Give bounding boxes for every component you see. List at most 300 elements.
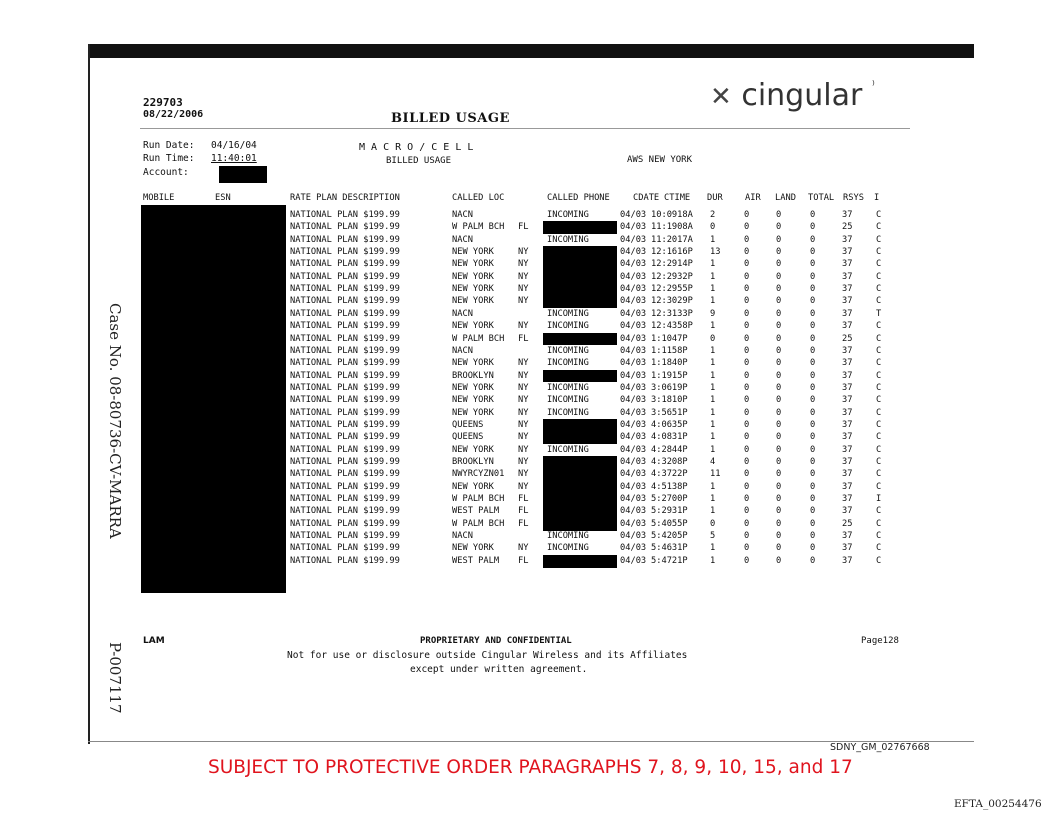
dur-cell: 1 [710,419,716,430]
dur-cell: 1 [710,543,716,554]
air-cell: 0 [744,296,750,307]
total-cell: 0 [810,222,816,233]
dur-cell: 5 [710,531,716,542]
total-cell: 0 [810,432,816,443]
rate-plan-cell: NATIONAL PLAN $199.99 [290,259,400,270]
rate-plan-cell: NATIONAL PLAN $199.99 [290,506,400,517]
footer-line-2: except under written agreement. [410,664,588,675]
ctime-cell: 10:0918A [651,210,693,220]
ctime-cell: 3:5651P [651,407,688,418]
account-redaction [219,166,267,183]
ctime-cell: 4:0831P [651,432,688,443]
called-phone-cell: INCOMING [547,382,589,393]
cdate-cell: 04/03 [620,444,647,455]
i-cell: C [876,234,882,245]
footer-title: PROPRIETARY AND CONFIDENTIAL [420,636,572,646]
rsys-cell: 37 [842,531,853,542]
rate-plan-cell: NATIONAL PLAN $199.99 [290,308,400,319]
rsys-cell: 37 [842,457,853,467]
rsys-cell: 37 [842,469,853,480]
ctime-cell: 4:3208P [651,457,688,467]
ctime-cell: 5:2931P [651,506,688,517]
i-cell: C [876,271,882,282]
total-cell: 0 [810,481,816,492]
table-row [0,321,1060,333]
total-cell: 0 [810,358,816,369]
run-time-label: Run Time: [143,153,195,164]
rsys-cell: 37 [842,444,853,455]
air-cell: 0 [744,259,750,270]
land-cell: 0 [776,284,782,295]
cdate-cell: 04/03 [620,543,647,554]
land-cell: 0 [776,518,782,529]
table-row [0,445,1060,457]
called-loc-cell: QUEENS [452,432,484,443]
total-cell: 0 [810,333,816,344]
state-cell: NY [518,358,529,369]
document-date: 08/22/2006 [143,109,204,120]
air-cell: 0 [744,333,750,344]
dur-cell: 1 [710,494,716,505]
rate-plan-cell: NATIONAL PLAN $199.99 [290,555,400,566]
air-cell: 0 [744,395,750,406]
dur-cell: 1 [710,555,716,566]
called-phone-redaction [543,333,617,346]
rate-plan-cell: NATIONAL PLAN $199.99 [290,407,400,418]
state-cell: FL [518,494,529,505]
land-cell: 0 [776,469,782,480]
run-date-label: Run Date: [143,140,195,151]
land-cell: 0 [776,419,782,430]
dur-cell: 1 [710,284,716,295]
cdate-cell: 04/03 [620,518,647,529]
ctime-cell: 1:1047P [651,333,688,344]
i-cell: C [876,419,882,430]
table-row [0,296,1060,308]
rsys-cell: 37 [842,419,853,430]
dur-cell: 1 [710,432,716,443]
ctime-cell: 1:1915P [651,370,688,381]
dur-cell: 1 [710,234,716,245]
table-row [0,259,1060,271]
air-cell: 0 [744,345,750,356]
land-cell: 0 [776,234,782,245]
ctime-cell: 12:2932P [651,271,693,282]
rate-plan-cell: NATIONAL PLAN $199.99 [290,247,400,258]
table-row [0,235,1060,247]
called-phone-cell: INCOMING [547,234,589,245]
called-phone-redaction [543,468,617,481]
col-total: TOTAL [808,193,835,203]
total-cell: 0 [810,271,816,282]
dur-cell: 0 [710,222,716,233]
total-cell: 0 [810,284,816,295]
ctime-cell: 4:2844P [651,444,688,455]
cdate-cell: 04/03 [620,271,647,282]
called-loc-cell: NEW YORK [452,358,494,369]
state-cell: FL [518,506,529,517]
total-cell: 0 [810,531,816,542]
land-cell: 0 [776,271,782,282]
page-title: BILLED USAGE [391,111,510,126]
dur-cell: 1 [710,382,716,393]
rsys-cell: 37 [842,247,853,258]
rate-plan-cell: NATIONAL PLAN $199.99 [290,271,400,282]
land-cell: 0 [776,506,782,517]
total-cell: 0 [810,444,816,455]
air-cell: 0 [744,543,750,554]
state-cell: NY [518,419,529,430]
called-loc-cell: W PALM BCH [452,333,505,344]
logo-mark-icon: ⁾ [871,78,875,92]
table-row [0,383,1060,395]
total-cell: 0 [810,494,816,505]
table-row [0,432,1060,444]
rate-plan-cell: NATIONAL PLAN $199.99 [290,444,400,455]
i-cell: C [876,247,882,258]
called-phone-redaction [543,419,617,432]
table-row [0,309,1060,321]
cdate-cell: 04/03 [620,333,647,344]
rate-plan-cell: NATIONAL PLAN $199.99 [290,518,400,529]
cdate-cell: 04/03 [620,358,647,369]
rsys-cell: 37 [842,234,853,245]
table-row [0,284,1060,296]
called-loc-cell: NEW YORK [452,543,494,554]
ctime-cell: 1:1840P [651,358,688,369]
i-cell: C [876,345,882,356]
i-cell: C [876,259,882,270]
rate-plan-cell: NATIONAL PLAN $199.99 [290,395,400,406]
called-phone-redaction [543,295,617,308]
dur-cell: 2 [710,210,716,220]
cdate-cell: 04/03 [620,345,647,356]
ctime-cell: 12:2914P [651,259,693,270]
i-cell: C [876,370,882,381]
dur-cell: 1 [710,296,716,307]
i-cell: C [876,531,882,542]
col-dur: DUR [707,193,723,203]
dur-cell: 1 [710,481,716,492]
dur-cell: 11 [710,469,721,480]
called-phone-redaction [543,283,617,296]
called-phone-cell: INCOMING [547,210,589,220]
called-loc-cell: NEW YORK [452,382,494,393]
total-cell: 0 [810,259,816,270]
table-row [0,358,1060,370]
dur-cell: 9 [710,308,716,319]
dur-cell: 4 [710,457,716,467]
rsys-cell: 37 [842,395,853,406]
called-phone-redaction [543,221,617,234]
ctime-cell: 12:1616P [651,247,693,258]
cdate-cell: 04/03 [620,222,647,233]
called-phone-redaction [543,505,617,518]
col-called-loc: CALLED LOC [452,193,505,203]
col-cdate: CDATE [633,193,660,203]
i-cell: C [876,518,882,529]
state-cell: NY [518,382,529,393]
i-cell: C [876,469,882,480]
scan-top-border [88,44,974,58]
total-cell: 0 [810,506,816,517]
cdate-cell: 04/03 [620,259,647,270]
land-cell: 0 [776,247,782,258]
called-loc-cell: NEW YORK [452,259,494,270]
air-cell: 0 [744,321,750,332]
rsys-cell: 37 [842,296,853,307]
i-cell: C [876,506,882,517]
called-loc-cell: NEW YORK [452,321,494,332]
cdate-cell: 04/03 [620,284,647,295]
cdate-cell: 04/03 [620,506,647,517]
air-cell: 0 [744,432,750,443]
rate-plan-cell: NATIONAL PLAN $199.99 [290,432,400,443]
dur-cell: 1 [710,271,716,282]
cdate-cell: 04/03 [620,308,647,319]
cdate-cell: 04/03 [620,407,647,418]
col-rsys: RSYS [843,193,864,203]
air-cell: 0 [744,271,750,282]
total-cell: 0 [810,370,816,381]
called-phone-cell: INCOMING [547,345,589,356]
market-name: AWS NEW YORK [627,155,693,165]
col-i: I [874,193,880,203]
land-cell: 0 [776,432,782,443]
dur-cell: 13 [710,247,721,258]
rate-plan-cell: NATIONAL PLAN $199.99 [290,210,400,220]
i-cell: C [876,321,882,332]
called-phone-cell: INCOMING [547,531,589,542]
cdate-cell: 04/03 [620,432,647,443]
dur-cell: 1 [710,395,716,406]
account-label: Account: [143,167,189,178]
air-cell: 0 [744,407,750,418]
rate-plan-cell: NATIONAL PLAN $199.99 [290,543,400,554]
air-cell: 0 [744,481,750,492]
total-cell: 0 [810,407,816,418]
ctime-cell: 5:4721P [651,555,688,566]
document-id: 229703 [143,96,183,109]
land-cell: 0 [776,531,782,542]
ctime-cell: 11:2017A [651,234,693,245]
total-cell: 0 [810,308,816,319]
air-cell: 0 [744,506,750,517]
called-loc-cell: WEST PALM [452,506,500,517]
cdate-cell: 04/03 [620,210,647,220]
land-cell: 0 [776,395,782,406]
called-loc-cell: NACN [452,210,473,220]
land-cell: 0 [776,358,782,369]
i-cell: C [876,382,882,393]
total-cell: 0 [810,247,816,258]
table-row [0,531,1060,543]
rsys-cell: 37 [842,271,853,282]
dur-cell: 1 [710,407,716,418]
air-cell: 0 [744,222,750,233]
state-cell: NY [518,321,529,332]
air-cell: 0 [744,358,750,369]
state-cell: NY [518,259,529,270]
rate-plan-cell: NATIONAL PLAN $199.99 [290,321,400,332]
called-phone-redaction [543,518,617,531]
total-cell: 0 [810,543,816,554]
rsys-cell: 37 [842,506,853,517]
land-cell: 0 [776,321,782,332]
rsys-cell: 37 [842,370,853,381]
total-cell: 0 [810,457,816,467]
rsys-cell: 37 [842,308,853,319]
protective-order-notice: SUBJECT TO PROTECTIVE ORDER PARAGRAPHS 7, 8, 9, 10, 15, and 17 [208,757,853,778]
total-cell: 0 [810,382,816,393]
rate-plan-cell: NATIONAL PLAN $199.99 [290,222,400,233]
cdate-cell: 04/03 [620,321,647,332]
rsys-cell: 37 [842,358,853,369]
air-cell: 0 [744,469,750,480]
called-phone-cell: INCOMING [547,395,589,406]
total-cell: 0 [810,296,816,307]
called-loc-cell: NACN [452,308,473,319]
called-loc-cell: NACN [452,345,473,356]
called-loc-cell: QUEENS [452,419,484,430]
total-cell: 0 [810,345,816,356]
called-phone-redaction [543,431,617,444]
state-cell: NY [518,444,529,455]
i-cell: C [876,432,882,443]
dur-cell: 1 [710,321,716,332]
cdate-cell: 04/03 [620,382,647,393]
state-cell: NY [518,481,529,492]
land-cell: 0 [776,308,782,319]
header-rule [140,128,910,129]
air-cell: 0 [744,210,750,220]
total-cell: 0 [810,395,816,406]
state-cell: FL [518,518,529,529]
table-row [0,210,1060,222]
table-row [0,420,1060,432]
land-cell: 0 [776,296,782,307]
rsys-cell: 37 [842,407,853,418]
called-loc-cell: NEW YORK [452,481,494,492]
ctime-cell: 1:1158P [651,345,688,356]
i-cell: C [876,284,882,295]
table-row [0,457,1060,469]
i-cell: C [876,210,882,220]
footer-line-1: Not for use or disclosure outside Cingular Wireless and its Affiliates [287,650,688,661]
called-phone-redaction [543,456,617,469]
ctime-cell: 12:3133P [651,308,693,319]
total-cell: 0 [810,419,816,430]
run-time-value: 11:40:01 [211,153,257,164]
rsys-cell: 25 [842,333,853,344]
rate-plan-cell: NATIONAL PLAN $199.99 [290,531,400,542]
state-cell: NY [518,271,529,282]
col-called-phone: CALLED PHONE [547,193,610,203]
called-phone-redaction [543,493,617,506]
ctime-cell: 5:2700P [651,494,688,505]
i-cell: C [876,333,882,344]
land-cell: 0 [776,457,782,467]
total-cell: 0 [810,469,816,480]
rate-plan-cell: NATIONAL PLAN $199.99 [290,481,400,492]
i-cell: C [876,543,882,554]
called-phone-redaction [543,555,617,568]
called-loc-cell: NACN [452,531,473,542]
dur-cell: 0 [710,518,716,529]
i-cell: C [876,444,882,455]
cdate-cell: 04/03 [620,469,647,480]
land-cell: 0 [776,333,782,344]
dur-cell: 0 [710,333,716,344]
state-cell: NY [518,432,529,443]
air-cell: 0 [744,555,750,566]
called-phone-cell: INCOMING [547,308,589,319]
called-phone-redaction [543,271,617,284]
rate-plan-cell: NATIONAL PLAN $199.99 [290,469,400,480]
called-phone-cell: INCOMING [547,407,589,418]
total-cell: 0 [810,321,816,332]
i-cell: C [876,457,882,467]
state-cell: NY [518,543,529,554]
called-phone-cell: INCOMING [547,444,589,455]
called-phone-cell: INCOMING [547,321,589,332]
cdate-cell: 04/03 [620,370,647,381]
rsys-cell: 25 [842,222,853,233]
table-row [0,272,1060,284]
rate-plan-cell: NATIONAL PLAN $199.99 [290,296,400,307]
rate-plan-cell: NATIONAL PLAN $199.99 [290,419,400,430]
table-row [0,395,1060,407]
called-loc-cell: NEW YORK [452,271,494,282]
page-number: Page128 [861,636,899,646]
ctime-cell: 3:1810P [651,395,688,406]
i-cell: T [876,308,882,319]
called-loc-cell: NWYRCYZN01 [452,469,505,480]
called-phone-redaction [543,258,617,271]
col-ctime: CTIME [664,193,691,203]
state-cell: NY [518,284,529,295]
cdate-cell: 04/03 [620,395,647,406]
exhibit-number-side-label: P-007117 [106,642,124,714]
ctime-cell: 12:4358P [651,321,693,332]
footer-left-code: LAM [143,636,165,646]
table-row [0,371,1060,383]
col-esn: ESN [215,193,231,203]
ctime-cell: 5:4055P [651,518,688,529]
air-cell: 0 [744,382,750,393]
i-cell: C [876,222,882,233]
land-cell: 0 [776,481,782,492]
cdate-cell: 04/03 [620,457,647,467]
table-row [0,469,1060,481]
i-cell: C [876,407,882,418]
called-loc-cell: WEST PALM [452,555,500,566]
rsys-cell: 37 [842,321,853,332]
cingular-logo [710,78,875,113]
state-cell: NY [518,469,529,480]
ctime-cell: 12:3029P [651,296,693,307]
state-cell: FL [518,222,529,233]
rsys-cell: 25 [842,518,853,529]
cingular-jack-icon: ✕ [710,82,732,112]
ctime-cell: 4:5138P [651,481,688,492]
rsys-cell: 37 [842,494,853,505]
total-cell: 0 [810,555,816,566]
air-cell: 0 [744,370,750,381]
dur-cell: 1 [710,370,716,381]
rate-plan-cell: NATIONAL PLAN $199.99 [290,370,400,381]
state-cell: NY [518,457,529,467]
